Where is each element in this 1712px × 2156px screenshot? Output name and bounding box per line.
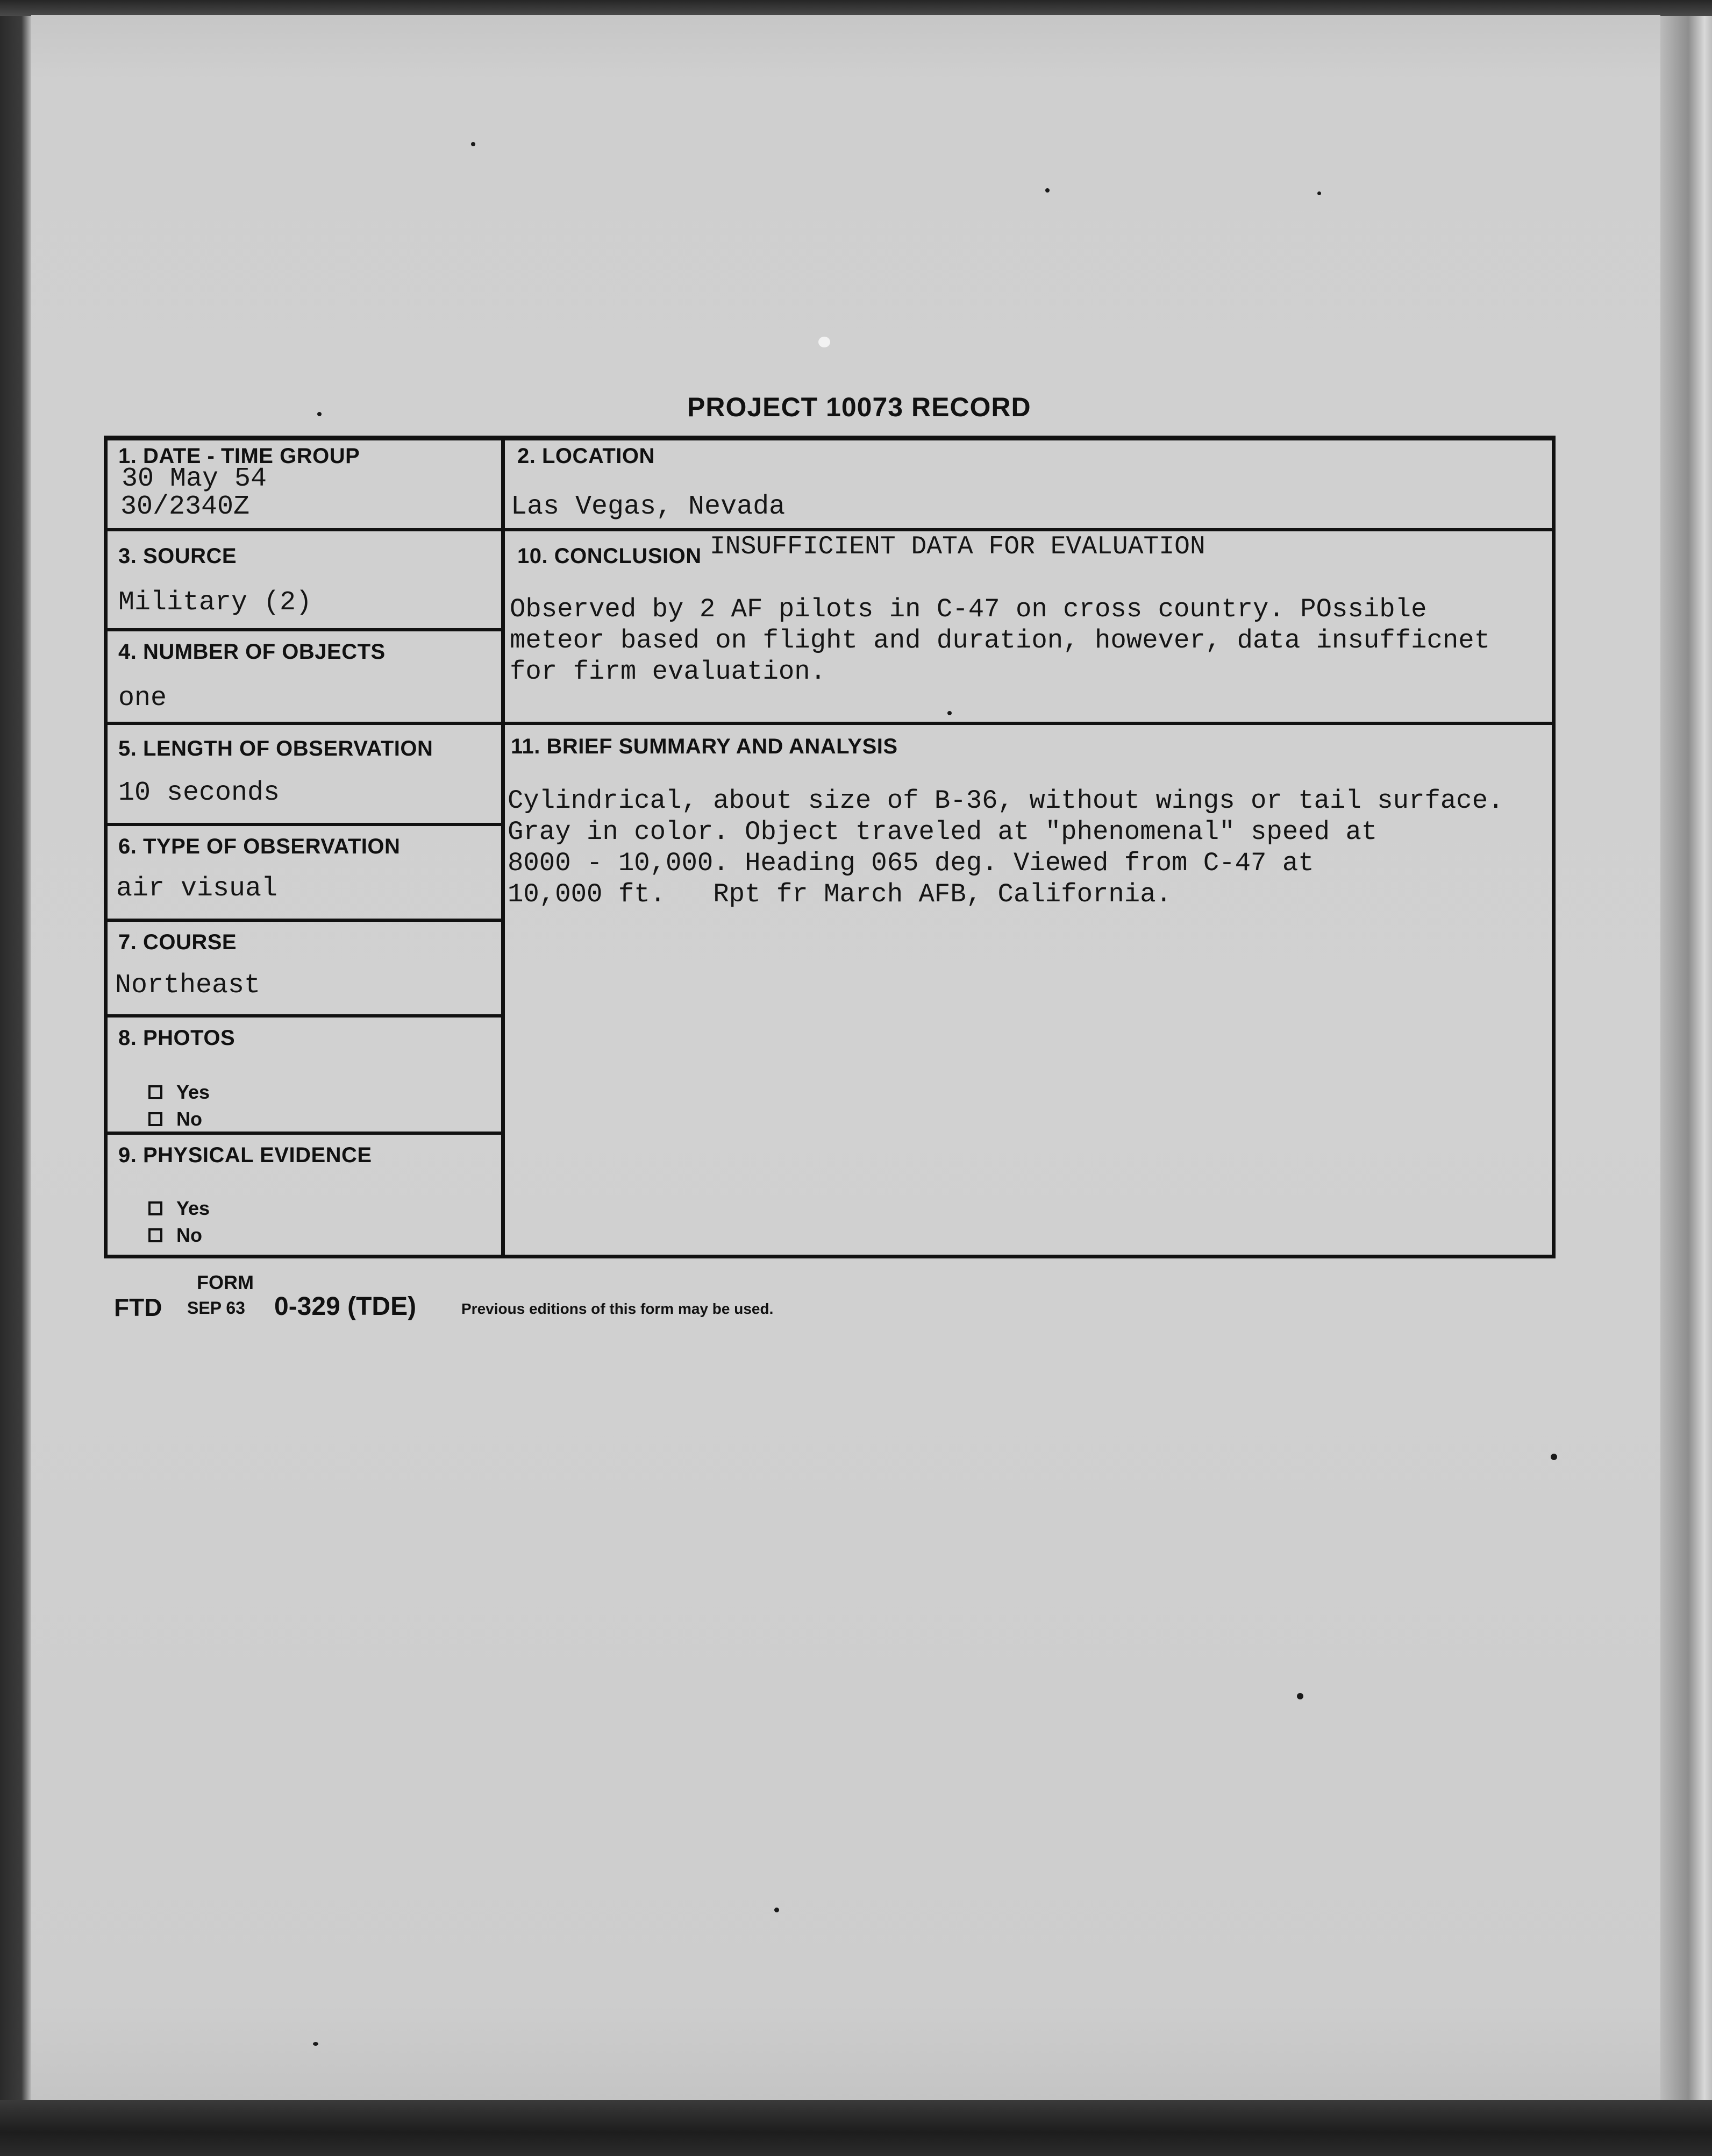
dust-speck xyxy=(317,412,322,416)
dust-speck xyxy=(1317,191,1321,195)
physical-evidence-label: 9. PHYSICAL EVIDENCE xyxy=(118,1143,372,1167)
row-divider xyxy=(104,1132,504,1135)
number-of-objects-value: one xyxy=(118,683,167,714)
dust-speck xyxy=(1045,188,1050,193)
location-value: Las Vegas, Nevada xyxy=(511,492,786,522)
dust-speck xyxy=(774,1908,779,1912)
length-of-observation-label: 5. LENGTH OF OBSERVATION xyxy=(118,737,433,760)
summary-label: 11. BRIEF SUMMARY AND ANALYSIS xyxy=(511,735,898,758)
row-divider xyxy=(104,628,504,631)
row-divider xyxy=(104,919,504,922)
physical-evidence-yes-label: Yes xyxy=(176,1197,210,1219)
photos-no-label: No xyxy=(176,1108,202,1130)
source-value: Military (2) xyxy=(118,587,312,618)
footer-date: SEP 63 xyxy=(187,1298,245,1318)
photos-yes-checkbox[interactable] xyxy=(148,1085,162,1099)
footer-ftd: FTD xyxy=(114,1293,162,1321)
footer-note: Previous editions of this form may be used. xyxy=(461,1300,774,1317)
physical-evidence-yes-option[interactable] xyxy=(148,1197,210,1220)
location-label: 2. LOCATION xyxy=(517,444,655,468)
type-of-observation-value: air visual xyxy=(116,873,278,904)
dust-speck xyxy=(1297,1693,1303,1699)
dust-speck xyxy=(471,142,475,146)
footer-form-number: 0-329 (TDE) xyxy=(274,1292,417,1321)
course-value: Northeast xyxy=(115,970,261,1001)
photos-yes-option[interactable] xyxy=(148,1081,210,1104)
dust-speck xyxy=(818,337,830,347)
physical-evidence-yes-checkbox[interactable] xyxy=(148,1201,162,1215)
column-divider xyxy=(501,436,505,1258)
row-divider xyxy=(104,722,504,725)
row-divider xyxy=(104,823,504,826)
type-of-observation-label: 6. TYPE OF OBSERVATION xyxy=(118,835,401,858)
dust-speck xyxy=(313,2042,318,2046)
conclusion-text: Observed by 2 AF pilots in C-47 on cross country. POssible meteor based on flight and duration, however, data insufficnet for firm evaluation. xyxy=(510,594,1490,687)
summary-text: Cylindrical, about size of B-36, without wings or tail surface. Gray in color. Object traveled at "phenomenal" speed at 8000 - 10,000. Heading 065 deg. Viewed from C-47 at 10,000 ft. Rpt fr March AFB, California. xyxy=(508,786,1504,909)
photos-label: 8. PHOTOS xyxy=(118,1026,236,1050)
photos-no-option[interactable] xyxy=(148,1108,202,1130)
conclusion-label: 10. CONCLUSION xyxy=(517,544,702,568)
physical-evidence-no-label: No xyxy=(176,1224,202,1246)
time-group-value: 30/2340Z xyxy=(120,492,250,522)
form-title: PROJECT 10073 RECORD xyxy=(687,392,1031,422)
photos-no-checkbox[interactable] xyxy=(148,1112,162,1126)
conclusion-verdict: INSUFFICIENT DATA FOR EVALUATION xyxy=(710,532,1205,561)
dust-speck xyxy=(1551,1454,1557,1460)
physical-evidence-no-option[interactable] xyxy=(148,1224,202,1247)
number-of-objects-label: 4. NUMBER OF OBJECTS xyxy=(118,640,386,664)
course-label: 7. COURSE xyxy=(118,930,237,954)
source-label: 3. SOURCE xyxy=(118,544,237,568)
row-divider xyxy=(104,528,504,531)
date-time-group-label: 1. DATE - TIME GROUP xyxy=(118,444,360,468)
length-of-observation-value: 10 seconds xyxy=(118,778,280,808)
scan-top-edge xyxy=(0,0,1712,16)
physical-evidence-no-checkbox[interactable] xyxy=(148,1228,162,1242)
photos-yes-label: Yes xyxy=(176,1081,210,1103)
footer-form-word: FORM xyxy=(197,1271,254,1293)
date-value: 30 May 54 xyxy=(122,464,267,494)
row-divider xyxy=(501,528,1556,531)
row-divider xyxy=(104,1014,504,1017)
scan-bottom-edge xyxy=(0,2100,1712,2156)
row-divider xyxy=(501,722,1556,725)
